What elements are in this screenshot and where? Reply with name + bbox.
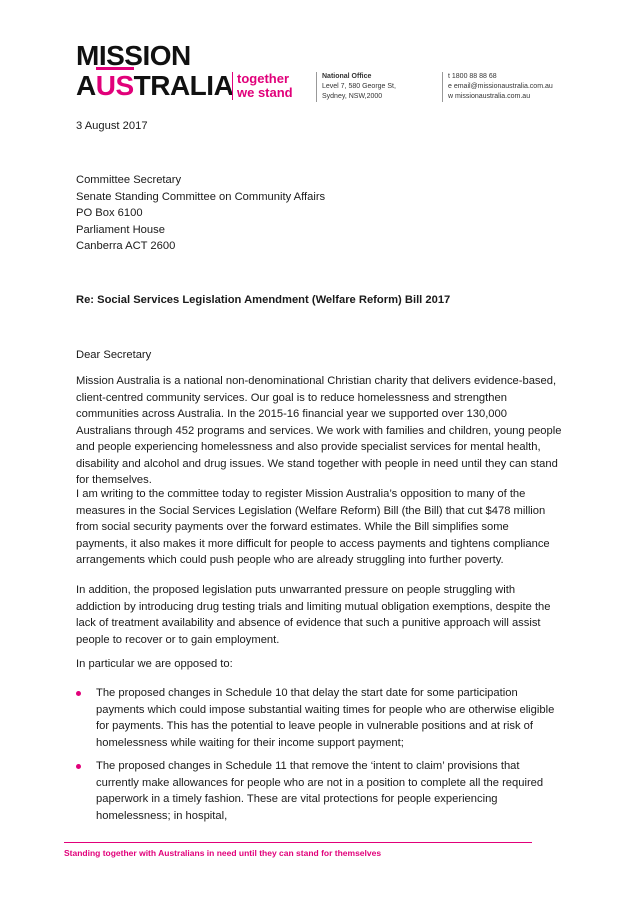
- address-line: Senate Standing Committee on Community Affairs: [76, 190, 326, 203]
- address-line: PO Box 6100: [76, 207, 143, 219]
- tagline: [232, 72, 293, 100]
- logo-line2-post: TRALIA: [133, 70, 234, 101]
- recipient-address: [76, 172, 325, 255]
- tagline-line1: together: [237, 71, 289, 86]
- address-line: Parliament House: [76, 223, 165, 236]
- footer-slogan: Standing together with Australians in need until they can stand for themselves: [64, 848, 382, 858]
- contact-block: [442, 72, 553, 102]
- bullet-dot-icon: [76, 691, 81, 696]
- footer-divider: [64, 842, 532, 843]
- body-paragraph: In addition, the proposed legislation puts unwarranted pressure on people struggling with addiction by introducing drug testing trials and limiting mutual obligation exemptions, despite the lack of treatment availability and absence of evidence that such a punitive approach will assist people to recover or to gain employment.: [76, 584, 551, 646]
- office-label: National Office: [322, 73, 372, 80]
- office-address-line1: Level 7, 580 George St,: [322, 83, 396, 90]
- contact-email: e email@missionaustralia.com.au: [448, 83, 553, 90]
- salutation: Dear Secretary: [76, 349, 152, 361]
- bullet-text: The proposed changes in Schedule 10 that delay the start date for some participation payments which could impose substantial waiting times for people who are otherwise eligible for payments. This has the potential to leave people in vulnerable positions and at risk of homelessness while waiting for their income support payment;: [96, 687, 555, 749]
- bullet-list: [76, 685, 562, 831]
- body-paragraph: I am writing to the committee today to register Mission Australia’s opposition to many of the measures in the Social Services Legislation (Welfare Reform) Bill (the Bill) that cut $478 million from social security payments over the forward estimates. While the Bill simplifies some payments, it also makes it more difficult for people to access payments and tightens compliance arrangements which could push people who are already struggling into further poverty.: [76, 488, 550, 566]
- national-office-block: [316, 72, 396, 102]
- bullet-dot-icon: [76, 764, 81, 769]
- body-paragraph: Mission Australia is a national non-denominational Christian charity that delivers evidence-based, client-centred community services. Our goal is to reduce homelessness and strengthen communities across Australia. In the 2015-16 financial year we supported over 130,000 Australians through 452 programs and services. We work with families and children, young people and people experiencing homelessness and also provide specialist services for mental health, disability and alcohol and drug issues. We stand together with people in need until they can stand for themselves.: [76, 375, 562, 486]
- contact-web: w missionaustralia.com.au: [448, 93, 531, 100]
- tagline-line2: we stand: [237, 85, 293, 100]
- mission-australia-logo: [76, 40, 234, 101]
- address-line: Committee Secretary: [76, 174, 182, 186]
- letter-date: 3 August 2017: [76, 120, 148, 132]
- logo-line1: MISSION: [76, 40, 191, 71]
- body-paragraph: In particular we are opposed to:: [76, 658, 233, 670]
- list-item: [76, 758, 562, 824]
- bullet-text: The proposed changes in Schedule 11 that remove the ‘intent to claim’ provisions that currently make allowances for people who are not in a position to complete all the required paperwork in a timely fashion. These are vital protections for people experiencing homelessness; in hospital,: [96, 760, 544, 822]
- letter-subject: Re: Social Services Legislation Amendment (Welfare Reform) Bill 2017: [76, 294, 451, 306]
- contact-phone: t 1800 88 88 68: [448, 73, 497, 80]
- list-item: [76, 685, 562, 751]
- logo-line2-us: US: [96, 67, 134, 101]
- logo-line2: [76, 70, 234, 101]
- address-line: Canberra ACT 2600: [76, 240, 176, 252]
- logo-line2-pre: A: [76, 70, 96, 101]
- office-address-line2: Sydney, NSW,2000: [322, 93, 383, 100]
